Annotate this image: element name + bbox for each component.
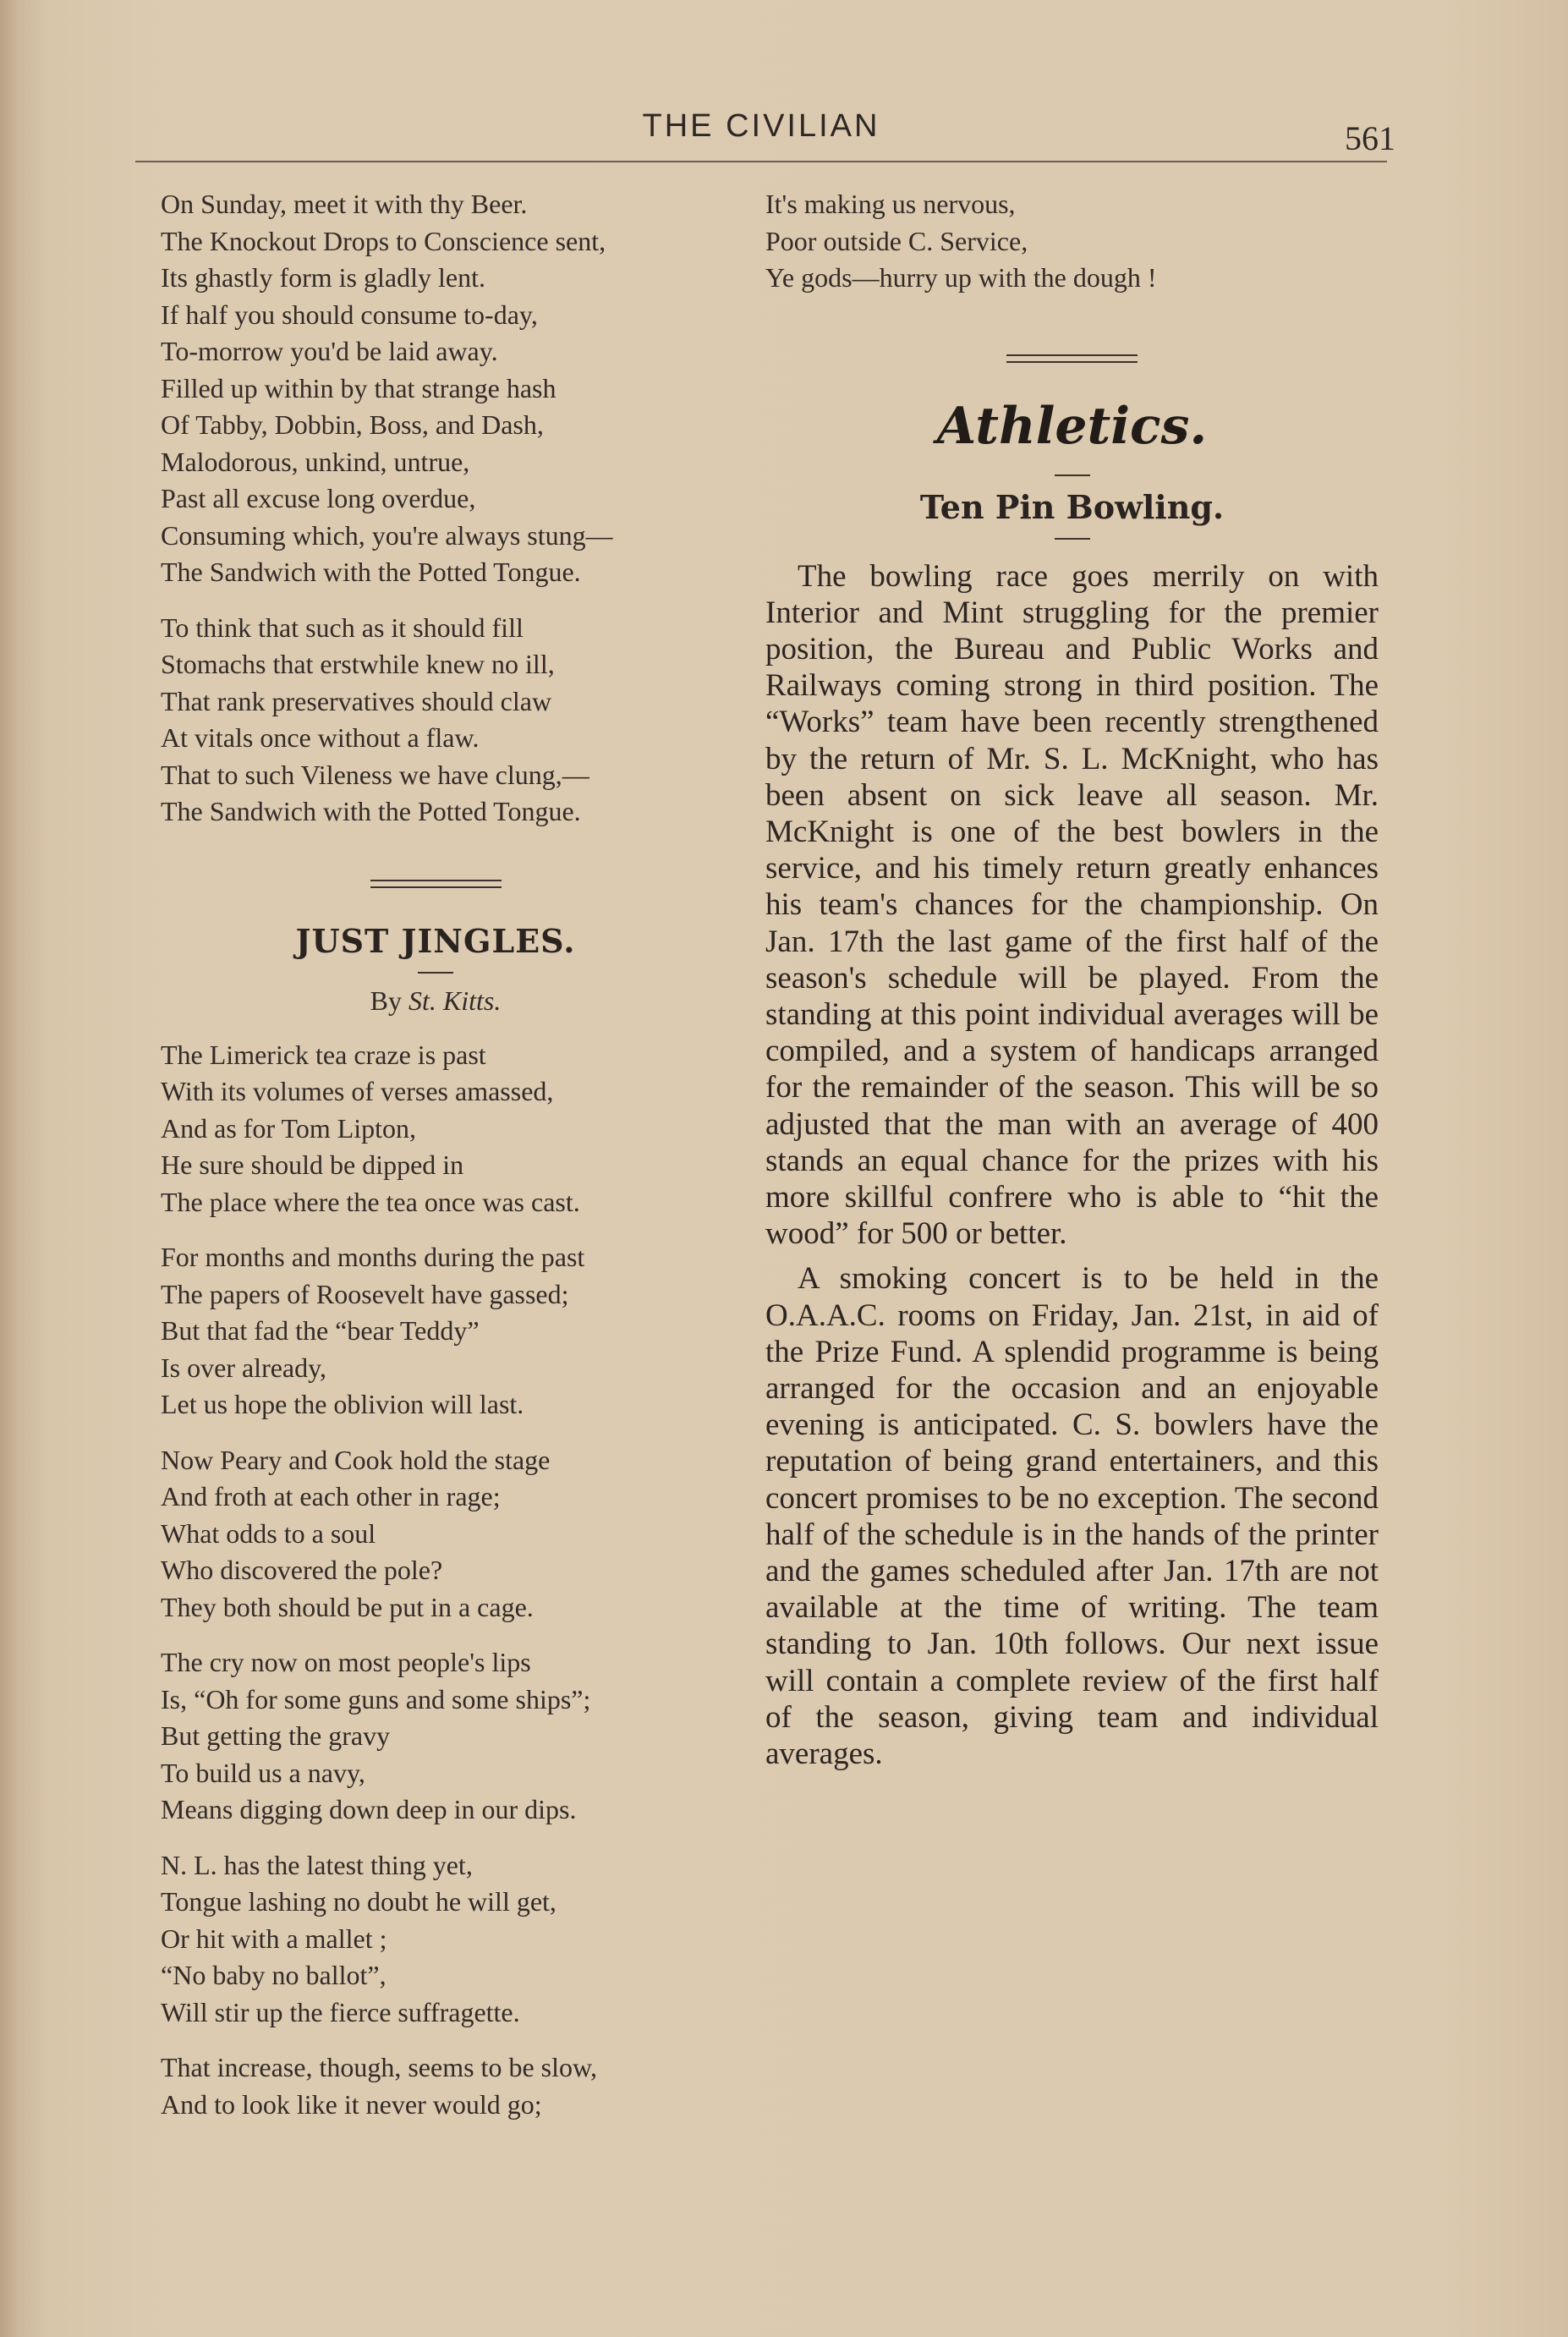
poem-line: To think that such as it should fill	[161, 612, 524, 643]
title-rule	[1055, 475, 1090, 476]
byline	[161, 985, 710, 1017]
page-header	[135, 108, 1395, 159]
jingle-stanza	[161, 1847, 710, 2032]
running-title: THE CIVILIAN	[642, 108, 880, 144]
poem-line: Of Tabby, Dobbin, Boss, and Dash,	[161, 409, 544, 440]
poem-line: “No baby no ballot”,	[161, 1960, 387, 1990]
poem-line: Stomachs that erstwhile knew no ill,	[161, 649, 555, 679]
poem-line: Its ghastly form is gladly lent.	[161, 262, 485, 293]
jingle-stanza	[161, 1442, 710, 1627]
poem-line: That to such Vileness we have clung,—	[161, 759, 589, 790]
poem-line: If half you should consume to-day,	[161, 299, 538, 330]
poem-line: And as for Tom Lipton,	[161, 1112, 417, 1144]
poem-line: On Sunday, meet it with thy Beer.	[161, 189, 528, 219]
poem-line: The Limerick tea craze is past	[161, 1039, 486, 1070]
poem-line: Let us hope the oblivion will last.	[161, 1389, 524, 1419]
jingle-stanza	[161, 1644, 710, 1829]
poem-line: With its volumes of verses amassed,	[161, 1076, 554, 1106]
poem-stanza-end	[765, 186, 1379, 297]
poem-line: Means digging down deep in our dips.	[161, 1794, 577, 1824]
jingle-stanza	[161, 2049, 710, 2123]
poem-line: He sure should be dipped in	[161, 1149, 464, 1180]
poem-line: Now Peary and Cook hold the stage	[161, 1444, 551, 1475]
poem-line: The Sandwich with the Potted Tongue.	[161, 796, 581, 826]
poem-line: And to look like it never would go;	[161, 2088, 542, 2120]
title-rule	[1055, 538, 1090, 540]
header-rule	[135, 161, 1387, 162]
poem-line: Past all excuse long overdue,	[161, 483, 476, 513]
section-divider	[1006, 354, 1138, 363]
poem-line: They both should be put in a cage.	[161, 1591, 534, 1622]
byline-author: St. Kitts.	[408, 985, 502, 1016]
poem-line: To build us a navy,	[161, 1757, 365, 1788]
poem-stanza	[161, 186, 710, 591]
poem-line: It's making us nervous,	[765, 189, 1016, 219]
poem-line: The place where the tea once was cast.	[161, 1186, 580, 1217]
poem-line: Will stir up the fierce suffragette.	[161, 1996, 520, 2027]
poem-line: The Knockout Drops to Conscience sent,	[161, 225, 606, 256]
poem-line: That rank preservatives should claw	[161, 685, 552, 716]
poem-line: Filled up within by that strange hash	[161, 372, 556, 403]
poem-line: For months and months during the past	[161, 1242, 585, 1272]
poem-line: The cry now on most people's lips	[161, 1647, 531, 1677]
poem-line: What odds to a soul	[161, 1517, 376, 1549]
poem-line: The papers of Roosevelt have gassed;	[161, 1278, 569, 1309]
poem-line: Malodorous, unkind, untrue,	[161, 446, 470, 477]
page-number: 561	[1345, 119, 1395, 157]
poem-line: The Sandwich with the Potted Tongue.	[161, 557, 581, 587]
poem-line: And froth at each other in rage;	[161, 1481, 501, 1511]
poem-line: Consuming which, you're always stung—	[161, 519, 613, 551]
jingle-stanza	[161, 1037, 710, 1221]
poem-line: Ye gods—hurry up with the dough !	[765, 262, 1157, 293]
bowling-subheading: Ten Pin Bowling.	[919, 487, 1225, 526]
section-divider	[370, 880, 502, 888]
left-column	[161, 186, 710, 2142]
poem-line: But that fad the “bear Teddy”	[161, 1315, 480, 1346]
poem-line: Is, “Oh for some guns and some ships”;	[161, 1683, 591, 1714]
article-paragraph: A smoking concert is to be held in the O.A.A.C. rooms on Friday, Jan. 21st, in aid of the Prize Fund. A splendid programme is being arranged for the occasion and an enjoyable evening is anticipated. C. S. bowlers have the reputation of being grand entertainers, and this concert promises to be no exception. The second half of the schedule is in the hands of the printer and the games scheduled after Jan. 17th are not available at the time of writing. The team standing to Jan. 10th follows. Our next issue will contain a complete review of the first half of the season, giving team and individual averages.	[765, 1261, 1379, 1771]
poem-line: That increase, though, seems to be slow,	[161, 2052, 598, 2082]
poem-line: To-morrow you'd be laid away.	[161, 336, 498, 366]
poem-stanza	[161, 610, 710, 831]
title-rule	[418, 972, 453, 974]
right-column	[765, 186, 1379, 1780]
poem-line: At vitals once without a flaw.	[161, 722, 480, 753]
poem-line: Or hit with a mallet ;	[161, 1923, 387, 1954]
athletics-heading: Athletics.	[936, 396, 1208, 456]
poem-line: N. L. has the latest thing yet,	[161, 1849, 473, 1880]
poem-line: Is over already,	[161, 1352, 327, 1383]
article-paragraph: The bowling race goes merrily on with Interior and Mint struggling for the premier position, the Bureau and Public Works and Railways coming strong in third position. The “Works” team have been recently strengthened by the return of Mr. S. L. McKnight, who has been absent on sick leave all season. Mr. McKnight is one of the best bowlers in the service, and his timely return greatly enhances his team's chances for the championship. On Jan. 17th the last game of the first half of the season's schedule will be played. From the standing at this point individual averages will be compiled, and a system of handicaps arranged for the remainder of the season. This will be so adjusted that the man with an average of 400 stands an equal chance for the prizes with his more skillful confrere who is able to “hit the wood” for 500 or better.	[765, 558, 1379, 1252]
poem-line: Tongue lashing no doubt he will get,	[161, 1886, 556, 1917]
jingles-title: JUST JINGLES.	[295, 921, 576, 960]
poem-line: Poor outside C. Service,	[765, 225, 1028, 256]
byline-prefix: By	[370, 985, 402, 1016]
poem-line: Who discovered the pole?	[161, 1555, 443, 1585]
poem-line: But getting the gravy	[161, 1720, 391, 1751]
jingle-stanza	[161, 1239, 710, 1424]
